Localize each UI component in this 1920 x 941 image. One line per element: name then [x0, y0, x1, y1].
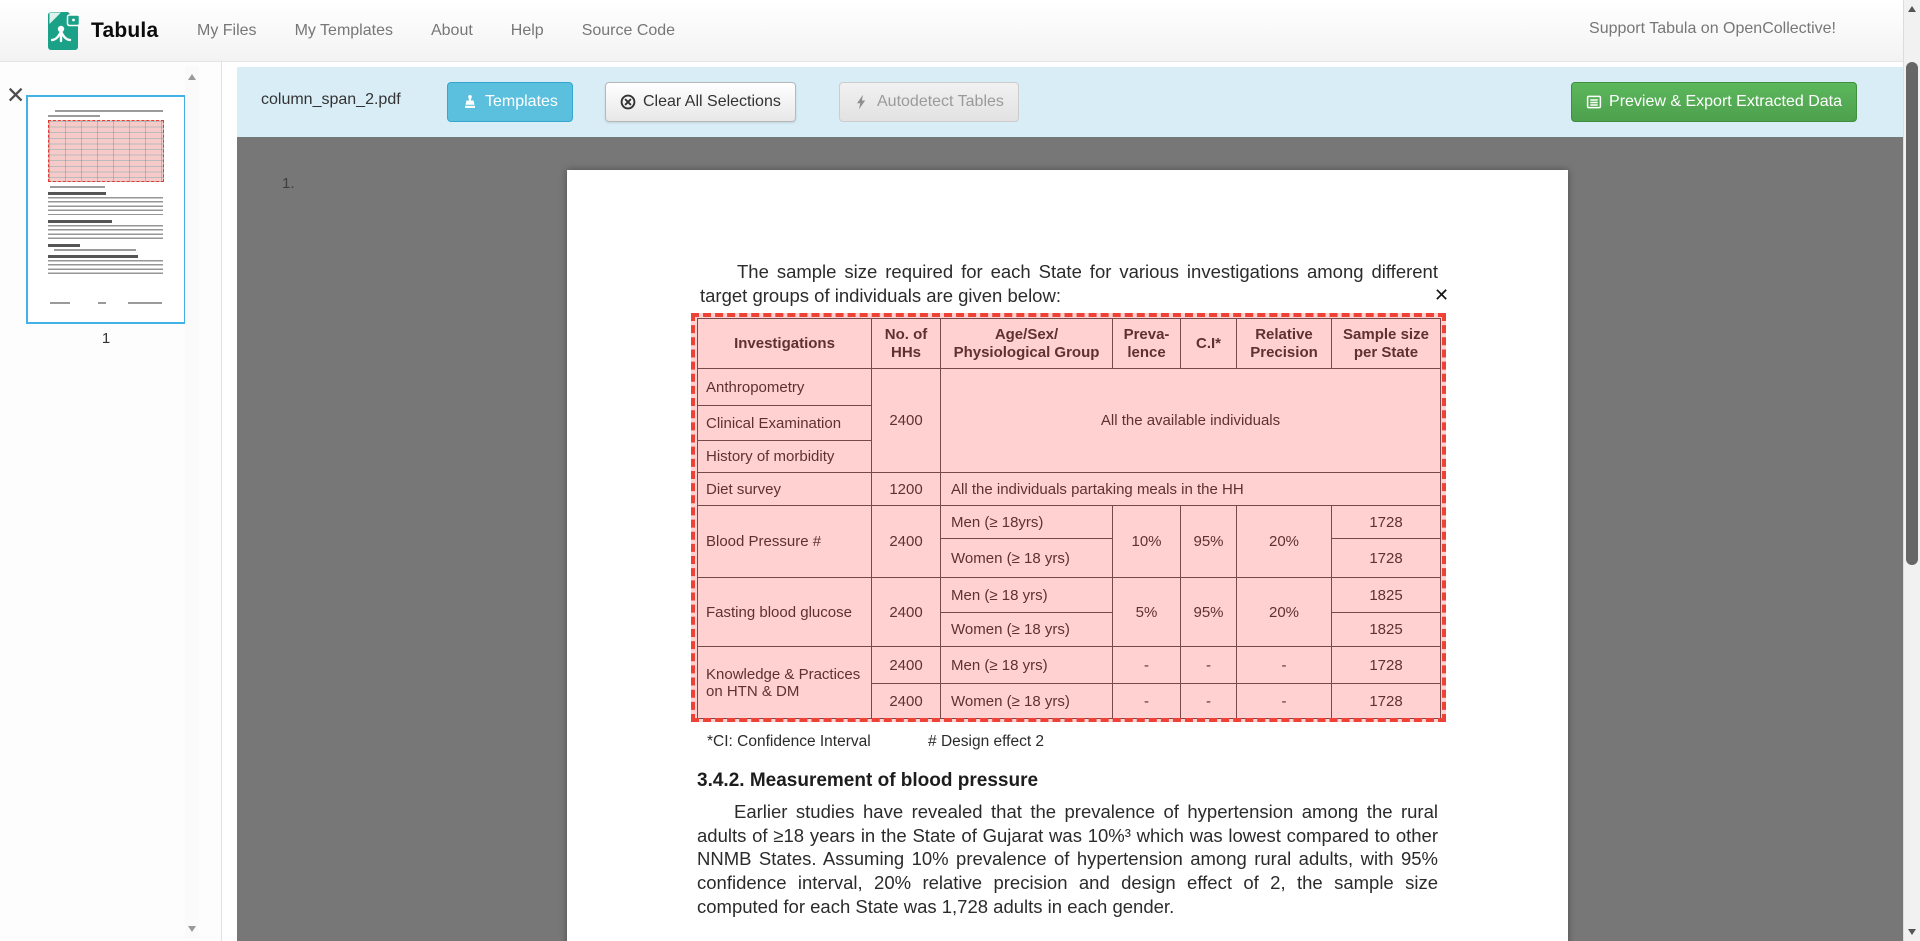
table-selection-overlay[interactable] [691, 313, 1446, 722]
thumbnail-decoration [128, 302, 162, 304]
col-header: Preva- lence [1113, 319, 1181, 369]
thumbnail-decoration [48, 197, 163, 215]
page-sidebar [0, 62, 222, 941]
intro-paragraph: The sample size required for each State for various investigations among different target groups of individuals are given below: [700, 261, 1438, 306]
tabula-logo-icon [44, 9, 82, 53]
col-header: Age/Sex/ Physiological Group [941, 319, 1113, 369]
page-number-label: 1. [282, 175, 295, 192]
col-header: C.I* [1181, 319, 1237, 369]
clear-selections-icon [620, 94, 636, 110]
table-row: 2400 Women (≥ 18 yrs) - - - 1728 [698, 684, 1441, 719]
scroll-up-icon[interactable] [1908, 6, 1916, 12]
thumbnail-decoration [50, 302, 70, 304]
pdf-filename: column_span_2.pdf [261, 91, 401, 108]
table-row: Anthropometry 2400 All the available individuals [698, 369, 1441, 406]
navbar [0, 0, 1920, 62]
thumbnail-decoration [55, 110, 163, 112]
brand-title: Tabula [91, 19, 159, 42]
scroll-down-icon[interactable] [1908, 929, 1916, 935]
table-footnote: *CI: Confidence Interval # Design effect 2 [707, 733, 1045, 750]
autodetect-bolt-icon [854, 94, 870, 110]
thumbnail-decoration [98, 302, 106, 304]
export-list-icon [1586, 94, 1602, 110]
remove-page-button[interactable]: ✕ [6, 82, 26, 108]
thumbnail-decoration [48, 255, 138, 258]
table-row: Women (≥ 18 yrs) 1825 [698, 613, 1441, 647]
table-row: Fasting blood glucose 2400 Men (≥ 18 yrs) 5% 95% 20% 1825 [698, 578, 1441, 613]
sidebar-scroll-up-icon[interactable] [188, 74, 196, 80]
thumbnail-decoration [48, 220, 112, 223]
thumbnail-decoration [48, 260, 163, 276]
autodetect-tables-button[interactable]: Autodetect Tables [839, 82, 1019, 122]
thumbnail-decoration [48, 225, 163, 239]
sidebar-scroll-down-icon[interactable] [188, 926, 196, 932]
toolbar [237, 67, 1903, 137]
preview-export-button[interactable]: Preview & Export Extracted Data [1571, 82, 1857, 122]
table-row: Blood Pressure # 2400 Men (≥ 18yrs) 10% 95% 20% 1728 [698, 506, 1441, 539]
templates-button[interactable]: Templates [447, 82, 573, 122]
col-header: Relative Precision [1237, 319, 1332, 369]
thumbnail-page-number: 1 [101, 330, 111, 347]
nav-source-code[interactable]: Source Code [581, 22, 676, 39]
sidebar-scrollbar[interactable] [185, 66, 199, 938]
clear-all-selections-button[interactable]: Clear All Selections [605, 82, 796, 122]
col-header: Sample size per State [1332, 319, 1441, 369]
table-row: Diet survey 1200 All the individuals partaking meals in the HH [698, 473, 1441, 506]
nav-my-templates[interactable]: My Templates [294, 22, 393, 39]
thumbnail-decoration [54, 249, 136, 251]
thumbnail-decoration [48, 244, 80, 247]
thumbnail-decoration [48, 120, 164, 182]
nav-my-files[interactable]: My Files [197, 22, 257, 39]
col-header: No. of HHs [872, 319, 941, 369]
table-row: Knowledge & Practices on HTN & DM 2400 Men (≥ 18 yrs) - - - 1728 [698, 647, 1441, 684]
support-link[interactable]: Support Tabula on OpenCollective! [1589, 20, 1836, 37]
thumbnail-decoration [48, 192, 106, 195]
table-row: History of morbidity [698, 441, 1441, 473]
document-viewport [237, 137, 1903, 941]
brand-link[interactable] [44, 9, 158, 53]
nav-help[interactable]: Help [510, 22, 544, 39]
page-thumbnail[interactable] [26, 95, 186, 324]
table-row: Clinical Examination [698, 406, 1441, 441]
table-row: Women (≥ 18 yrs) 1728 [698, 539, 1441, 578]
pdf-page[interactable] [567, 170, 1568, 941]
templates-stamp-icon [462, 94, 478, 110]
thumbnail-decoration [48, 115, 100, 117]
section-heading: 3.4.2. Measurement of blood pressure [697, 770, 1039, 791]
body-paragraph: Earlier studies have revealed that the prevalence of hypertension among the rural adults of ≥18 years in the State of Gujarat was 10%³ which was lowest compared to other NNMB States. Assuming 10% prevalence of hypertension among rural adults, with 95% confidence interval, 20% relative precision and design effect of 2, the sample size computed for each State was 1,728 adults in each gender. [697, 801, 1438, 917]
scrollbar-thumb[interactable] [1906, 62, 1918, 565]
thumbnail-decoration [50, 186, 105, 188]
nav-about[interactable]: About [430, 22, 473, 39]
nav-links [178, 0, 694, 62]
selection-close-icon[interactable]: ✕ [1434, 285, 1450, 305]
col-header: Investigations [698, 319, 872, 369]
browser-scrollbar[interactable] [1903, 0, 1920, 941]
